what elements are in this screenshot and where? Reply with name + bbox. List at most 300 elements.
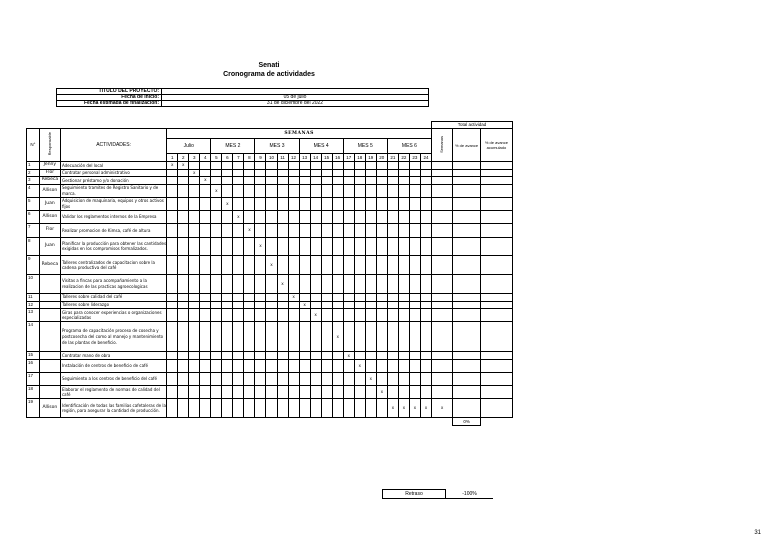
week-cell: [266, 211, 277, 224]
week-cell: [398, 309, 409, 322]
row-pct-acum: [480, 184, 512, 197]
week-cell: [189, 184, 200, 197]
row-semanas: [432, 177, 453, 185]
week-cell: [387, 359, 398, 372]
week-cell: [233, 293, 244, 301]
week-cell: [409, 211, 420, 224]
row-pct-acum: [480, 169, 512, 177]
week-cell: [244, 169, 255, 177]
week-cell: [244, 322, 255, 352]
week-cell: [299, 293, 310, 301]
week-cell: [244, 256, 255, 275]
week-cell: [255, 256, 266, 275]
row-activity: Gestionar préstamo y/o donación: [60, 177, 166, 185]
week-cell: [321, 293, 332, 301]
row-responsable: [39, 359, 60, 372]
week-cell: [189, 256, 200, 275]
week-cell: [211, 352, 222, 360]
row-semanas: [432, 373, 453, 386]
row-responsable: Allison: [39, 184, 60, 197]
week-cell: [255, 301, 266, 309]
activity-row: [27, 373, 513, 386]
week-cell: [178, 322, 189, 352]
row-activity: Giras para conocer experiencias o organizaciones especializadas: [60, 309, 166, 322]
week-cell: [321, 359, 332, 372]
row-semanas: [432, 197, 453, 210]
week-cell: [387, 373, 398, 386]
week-mark: x: [233, 211, 244, 224]
week-cell: [409, 352, 420, 360]
week-cell: [288, 162, 299, 170]
week-cell: [299, 162, 310, 170]
row-pct-avance: [453, 275, 481, 294]
week-cell: [233, 197, 244, 210]
row-semanas: [432, 169, 453, 177]
week-cell: [222, 211, 233, 224]
week-cell: [409, 184, 420, 197]
week-cell: [244, 301, 255, 309]
week-cell: [376, 197, 387, 210]
week-cell: [321, 386, 332, 399]
week-cell: [233, 352, 244, 360]
week-cell: [310, 224, 321, 237]
week-cell: [277, 373, 288, 386]
week-number: 9: [255, 154, 266, 162]
week-cell: [420, 211, 431, 224]
week-cell: [266, 386, 277, 399]
week-cell: [310, 359, 321, 372]
week-cell: [398, 256, 409, 275]
week-cell: [189, 359, 200, 372]
week-cell: [365, 224, 376, 237]
blank: [480, 418, 512, 426]
week-cell: [321, 301, 332, 309]
week-number: 6: [222, 154, 233, 162]
week-cell: [387, 197, 398, 210]
week-cell: [409, 322, 420, 352]
week-cell: [310, 211, 321, 224]
week-cell: [354, 293, 365, 301]
row-number: 15: [27, 352, 40, 360]
week-cell: [420, 162, 431, 170]
activity-row: [27, 386, 513, 399]
activity-row: [27, 256, 513, 275]
week-cell: [299, 373, 310, 386]
row-responsable: [39, 352, 60, 360]
row-semanas: [432, 301, 453, 309]
week-cell: [398, 373, 409, 386]
week-cell: [233, 224, 244, 237]
row-pct-avance: [453, 301, 481, 309]
week-cell: [387, 177, 398, 185]
week-cell: [244, 237, 255, 256]
row-activity: Elaborar el reglamento de normas de calidad del café: [60, 386, 166, 399]
row-pct-acum: [480, 352, 512, 360]
week-cell: [354, 301, 365, 309]
week-cell: [178, 293, 189, 301]
week-cell: [244, 352, 255, 360]
week-cell: [354, 184, 365, 197]
week-cell: [266, 359, 277, 372]
row-activity: Identificación de todas las familias cafetaleras de la región, para asegurar la cantidad de producción.: [60, 399, 166, 418]
week-cell: [343, 293, 354, 301]
week-cell: [244, 177, 255, 185]
week-cell: [354, 162, 365, 170]
row-pct-acum: [480, 359, 512, 372]
row-semanas: [432, 237, 453, 256]
row-pct-avance: [453, 237, 481, 256]
week-cell: [332, 275, 343, 294]
row-responsable: [39, 386, 60, 399]
col-responsable-header: [39, 129, 60, 162]
week-cell: [266, 352, 277, 360]
week-number: 14: [310, 154, 321, 162]
week-cell: [321, 399, 332, 418]
week-cell: [178, 184, 189, 197]
week-mark: x: [354, 359, 365, 372]
week-cell: [398, 211, 409, 224]
week-cell: [321, 224, 332, 237]
activity-row: [27, 352, 513, 360]
month-header: MES 6: [387, 139, 431, 154]
week-cell: [409, 386, 420, 399]
week-cell: [409, 256, 420, 275]
week-mark: x: [332, 322, 343, 352]
week-cell: [321, 184, 332, 197]
week-cell: [167, 309, 178, 322]
row-responsable: Allison: [39, 399, 60, 418]
week-cell: [332, 373, 343, 386]
week-cell: [409, 237, 420, 256]
week-cell: [255, 293, 266, 301]
week-cell: [343, 224, 354, 237]
week-cell: [277, 256, 288, 275]
week-cell: [189, 237, 200, 256]
week-cell: [398, 275, 409, 294]
week-cell: [222, 177, 233, 185]
month-header: Julio: [167, 139, 211, 154]
week-cell: [376, 237, 387, 256]
week-cell: [189, 309, 200, 322]
week-cell: [288, 184, 299, 197]
row-pct-acum: [480, 293, 512, 301]
week-cell: [409, 162, 420, 170]
row-pct-avance: [453, 352, 481, 360]
row-semanas: [432, 352, 453, 360]
week-number: 11: [277, 154, 288, 162]
week-cell: [420, 373, 431, 386]
week-cell: [222, 386, 233, 399]
week-cell: [211, 237, 222, 256]
week-cell: [365, 169, 376, 177]
week-cell: [211, 177, 222, 185]
schedule-table: [26, 121, 513, 426]
activity-row: [27, 177, 513, 185]
week-cell: [420, 301, 431, 309]
week-number: 19: [365, 154, 376, 162]
week-cell: [398, 169, 409, 177]
week-cell: [277, 399, 288, 418]
row-activity: Contratar mano de obra: [60, 352, 166, 360]
week-cell: [233, 162, 244, 170]
week-number: 10: [266, 154, 277, 162]
week-mark: x: [432, 399, 453, 418]
week-cell: [244, 275, 255, 294]
week-number: 4: [200, 154, 211, 162]
row-responsable: Juan: [39, 237, 60, 256]
week-cell: [409, 301, 420, 309]
row-semanas: [432, 386, 453, 399]
week-cell: [189, 162, 200, 170]
week-cell: [255, 224, 266, 237]
week-cell: [167, 275, 178, 294]
row-pct-avance: [453, 386, 481, 399]
week-cell: [288, 237, 299, 256]
week-cell: [321, 322, 332, 352]
week-cell: [299, 224, 310, 237]
week-cell: [365, 293, 376, 301]
row-semanas: [432, 322, 453, 352]
row-semanas: [432, 211, 453, 224]
blank: [27, 122, 432, 129]
week-cell: [189, 293, 200, 301]
week-cell: [409, 293, 420, 301]
week-cell: [255, 386, 266, 399]
week-mark: x: [167, 162, 178, 170]
total-pct: 0%: [453, 418, 481, 426]
week-cell: [354, 256, 365, 275]
week-cell: [266, 301, 277, 309]
week-number: 12: [288, 154, 299, 162]
week-cell: [288, 169, 299, 177]
row-semanas: [432, 162, 453, 170]
week-cell: [200, 237, 211, 256]
row-activity: Contratar personal administrativo: [60, 169, 166, 177]
week-cell: [310, 184, 321, 197]
week-cell: [321, 237, 332, 256]
month-header: MES 4: [299, 139, 343, 154]
project-info-row: [57, 101, 429, 107]
delay-box: [382, 489, 493, 499]
week-cell: [365, 177, 376, 185]
week-mark: x: [288, 293, 299, 301]
week-cell: [189, 177, 200, 185]
week-cell: [244, 211, 255, 224]
week-cell: [211, 197, 222, 210]
week-number: 3: [189, 154, 200, 162]
row-number: 3: [27, 177, 40, 185]
row-number: 14: [27, 322, 40, 352]
company-title: Senati: [258, 62, 280, 69]
week-cell: [266, 322, 277, 352]
document-title: Cronograma de actividades: [223, 71, 315, 78]
week-number: 16: [332, 154, 343, 162]
week-cell: [222, 399, 233, 418]
week-cell: [277, 197, 288, 210]
week-cell: [299, 309, 310, 322]
week-cell: [255, 373, 266, 386]
week-cell: [167, 169, 178, 177]
week-cell: [398, 224, 409, 237]
week-cell: [420, 177, 431, 185]
week-cell: [277, 352, 288, 360]
week-cell: [310, 197, 321, 210]
row-responsable: Flor: [39, 169, 60, 177]
row-activity: Instalación de centros de beneficio de café: [60, 359, 166, 372]
week-cell: [255, 322, 266, 352]
week-cell: [409, 224, 420, 237]
week-cell: [376, 309, 387, 322]
row-semanas: [432, 293, 453, 301]
week-cell: [167, 322, 178, 352]
week-cell: [420, 224, 431, 237]
week-cell: [222, 301, 233, 309]
month-header: MES 2: [211, 139, 255, 154]
week-cell: [299, 211, 310, 224]
week-mark: x: [365, 373, 376, 386]
row-semanas: [432, 224, 453, 237]
week-cell: [420, 237, 431, 256]
week-cell: [167, 177, 178, 185]
week-cell: [266, 293, 277, 301]
week-cell: [200, 309, 211, 322]
week-cell: [321, 211, 332, 224]
week-mark: x: [178, 162, 189, 170]
week-cell: [277, 162, 288, 170]
week-mark: x: [211, 184, 222, 197]
week-cell: [200, 293, 211, 301]
week-cell: [255, 211, 266, 224]
week-cell: [354, 237, 365, 256]
row-pct-avance: [453, 399, 481, 418]
week-cell: [376, 373, 387, 386]
week-cell: [321, 352, 332, 360]
activity-row: [27, 275, 513, 294]
week-cell: [277, 184, 288, 197]
week-cell: [167, 224, 178, 237]
week-cell: [211, 169, 222, 177]
week-cell: [365, 309, 376, 322]
week-cell: [354, 275, 365, 294]
row-responsable: [39, 275, 60, 294]
week-cell: [365, 162, 376, 170]
week-cell: [200, 352, 211, 360]
week-cell: [343, 169, 354, 177]
week-cell: [310, 177, 321, 185]
week-cell: [310, 275, 321, 294]
month-header: MES 3: [255, 139, 299, 154]
row-pct-acum: [480, 197, 512, 210]
week-cell: [387, 322, 398, 352]
activity-row: [27, 399, 513, 418]
week-cell: [189, 197, 200, 210]
week-cell: [233, 169, 244, 177]
week-cell: [332, 309, 343, 322]
week-cell: [409, 177, 420, 185]
week-mark: x: [420, 399, 431, 418]
week-number: 8: [244, 154, 255, 162]
activity-row: [27, 184, 513, 197]
week-cell: [343, 237, 354, 256]
week-cell: [409, 169, 420, 177]
activity-row: [27, 301, 513, 309]
week-cell: [387, 224, 398, 237]
week-cell: [277, 293, 288, 301]
week-cell: [189, 352, 200, 360]
row-number: 4: [27, 184, 40, 197]
week-cell: [321, 197, 332, 210]
week-cell: [244, 359, 255, 372]
week-cell: [167, 237, 178, 256]
week-cell: [211, 386, 222, 399]
week-cell: [222, 237, 233, 256]
week-cell: [244, 197, 255, 210]
week-cell: [200, 169, 211, 177]
row-number: 19: [27, 399, 40, 418]
week-cell: [398, 322, 409, 352]
week-cell: [167, 386, 178, 399]
row-number: 8: [27, 237, 40, 256]
row-pct-acum: [480, 373, 512, 386]
week-cell: [200, 224, 211, 237]
week-cell: [167, 184, 178, 197]
week-cell: [398, 177, 409, 185]
activity-row: [27, 197, 513, 210]
week-cell: [233, 177, 244, 185]
week-cell: [277, 237, 288, 256]
row-pct-acum: [480, 399, 512, 418]
week-cell: [299, 184, 310, 197]
week-cell: [178, 275, 189, 294]
week-cell: [387, 352, 398, 360]
week-cell: [211, 211, 222, 224]
week-cell: [420, 359, 431, 372]
header-row-total: [27, 122, 513, 129]
row-semanas: [432, 256, 453, 275]
activity-row: [27, 169, 513, 177]
week-cell: [343, 256, 354, 275]
week-cell: [376, 359, 387, 372]
week-cell: [332, 237, 343, 256]
week-cell: [376, 322, 387, 352]
week-cell: [211, 256, 222, 275]
week-cell: [332, 197, 343, 210]
activity-row: [27, 359, 513, 372]
week-cell: [365, 359, 376, 372]
week-cell: [255, 275, 266, 294]
week-cell: [343, 197, 354, 210]
week-cell: [178, 386, 189, 399]
row-activity: Adquisicion de maquinaria, equipos y otros activos fijos: [60, 197, 166, 210]
week-cell: [299, 177, 310, 185]
week-cell: [343, 184, 354, 197]
week-cell: [420, 322, 431, 352]
week-cell: [398, 162, 409, 170]
week-cell: [376, 399, 387, 418]
week-cell: [255, 184, 266, 197]
row-pct-acum: [480, 256, 512, 275]
delay-label: Retraso: [383, 490, 446, 499]
row-pct-acum: [480, 237, 512, 256]
week-cell: [189, 373, 200, 386]
week-cell: [321, 373, 332, 386]
week-mark: x: [409, 399, 420, 418]
week-cell: [332, 293, 343, 301]
week-cell: [420, 256, 431, 275]
week-cell: [365, 399, 376, 418]
week-cell: [211, 293, 222, 301]
week-cell: [178, 373, 189, 386]
